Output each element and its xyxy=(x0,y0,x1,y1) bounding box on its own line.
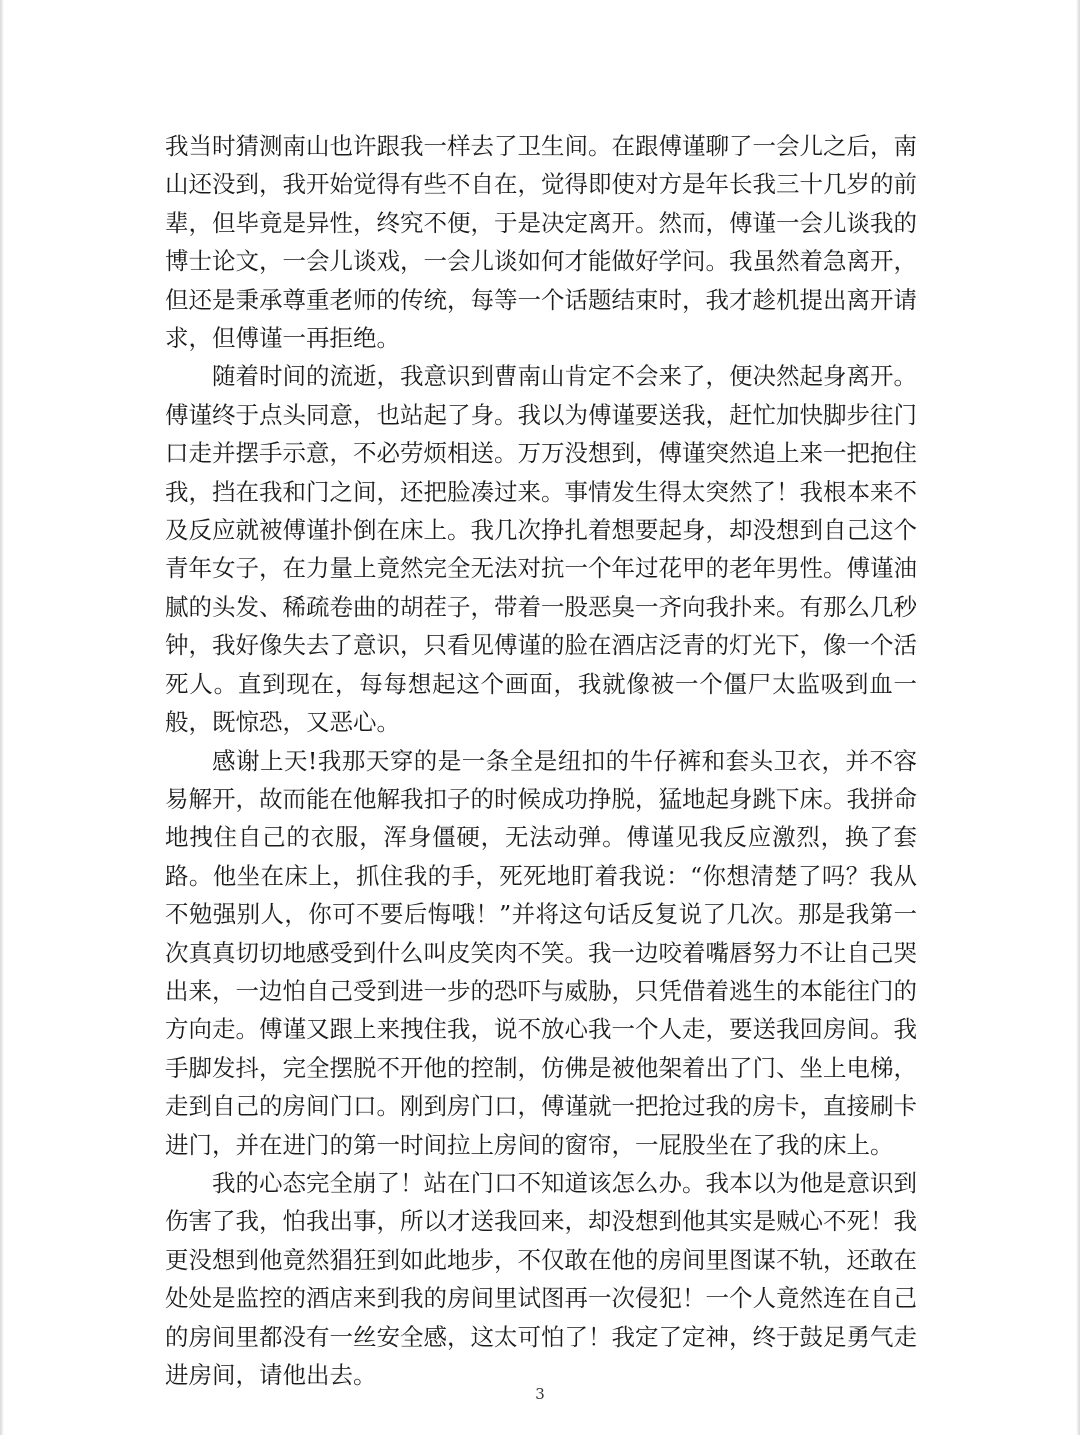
paragraph-1: 我当时猜测南山也许跟我一样去了卫生间。在跟傅谨聊了一会儿之后，南山还没到，我开始觉得有些不自在，觉得即使对方是年长我三十几岁的前辈，但毕竟是异性，终究不便，于是决定离开。然而，傅谨一会儿谈我的博士论文，一会儿谈戏，一会儿谈如何才能做好学问。我虽然着急离开，但还是秉承尊重老师的传统，每等一个话题结束时，我才趁机提出离开请求，但傅谨一再拒绝。 xyxy=(165,132,917,353)
paragraph-3: 感谢上天!我那天穿的是一条全是纽扣的牛仔裤和套头卫衣，并不容易解开，故而能在他解我扣子的时候成功挣脱，猛地起身跳下床。我拼命地拽住自己的衣服，浑身僵硬，无法动弹。傅谨见我反应激烈，换了套路。他坐在床上，抓住我的手，死死地盯着我说：“你想清楚了吗？我从不勉强别人，你可不要后悔哦！”并将这句话反复说了几次。那是我第一次真真切切地感受到什么叫皮笑肉不笑。我一边咬着嘴唇努力不让自己哭出来，一边怕自己受到进一步的恐吓与威胁，只凭借着逃生的本能往门的方向走。傅谨又跟上来拽住我，说不放心我一个人走，要送我回房间。我手脚发抖，完全摆脱不开他的控制，仿佛是被他架着出了门、坐上电梯，走到自己的房间门口。刚到房门口，傅谨就一把抢过我的房卡，直接刷卡进门，并在进门的第一时间拉上房间的窗帘，一屁股坐在了我的床上。 xyxy=(165,746,917,1159)
paragraph-4: 我的心态完全崩了！站在门口不知道该怎么办。我本以为他是意识到伤害了我，怕我出事，所以才送我回来，却没想到他其实是贼心不死！我更没想到他竟然猖狂到如此地步，不仅敢在他的房间里图谋不轨，还敢在处处是监控的酒店来到我的房间里试图再一次侵犯！一个人竟然连在自己的房间里都没有一丝安全感，这太可怕了！我定了定神，终于鼓足勇气走进房间，请他出去。 xyxy=(165,1168,917,1389)
document-body xyxy=(165,127,917,1394)
paragraph-2: 随着时间的流逝，我意识到曹南山肯定不会来了，便决然起身离开。傅谨终于点头同意，也站起了身。我以为傅谨要送我，赶忙加快脚步往门口走并摆手示意，不必劳烦相送。万万没想到，傅谨突然追上来一把抱住我，挡在我和门之间，还把脸凑过来。事情发生得太突然了！我根本来不及反应就被傅谨扑倒在床上。我几次挣扎着想要起身，却没想到自己这个青年女子，在力量上竟然完全无法对抗一个年过花甲的老年男性。傅谨油腻的头发、稀疏卷曲的胡茬子，带着一股恶臭一齐向我扑来。有那么几秒钟，我好像失去了意识，只看见傅谨的脸在酒店泛青的灯光下，像一个活死人。直到现在，每每想起这个画面，我就像被一个僵尸太监吸到血一般，既惊恐，又恶心。 xyxy=(165,362,917,737)
page-number: 3 xyxy=(535,1385,545,1403)
